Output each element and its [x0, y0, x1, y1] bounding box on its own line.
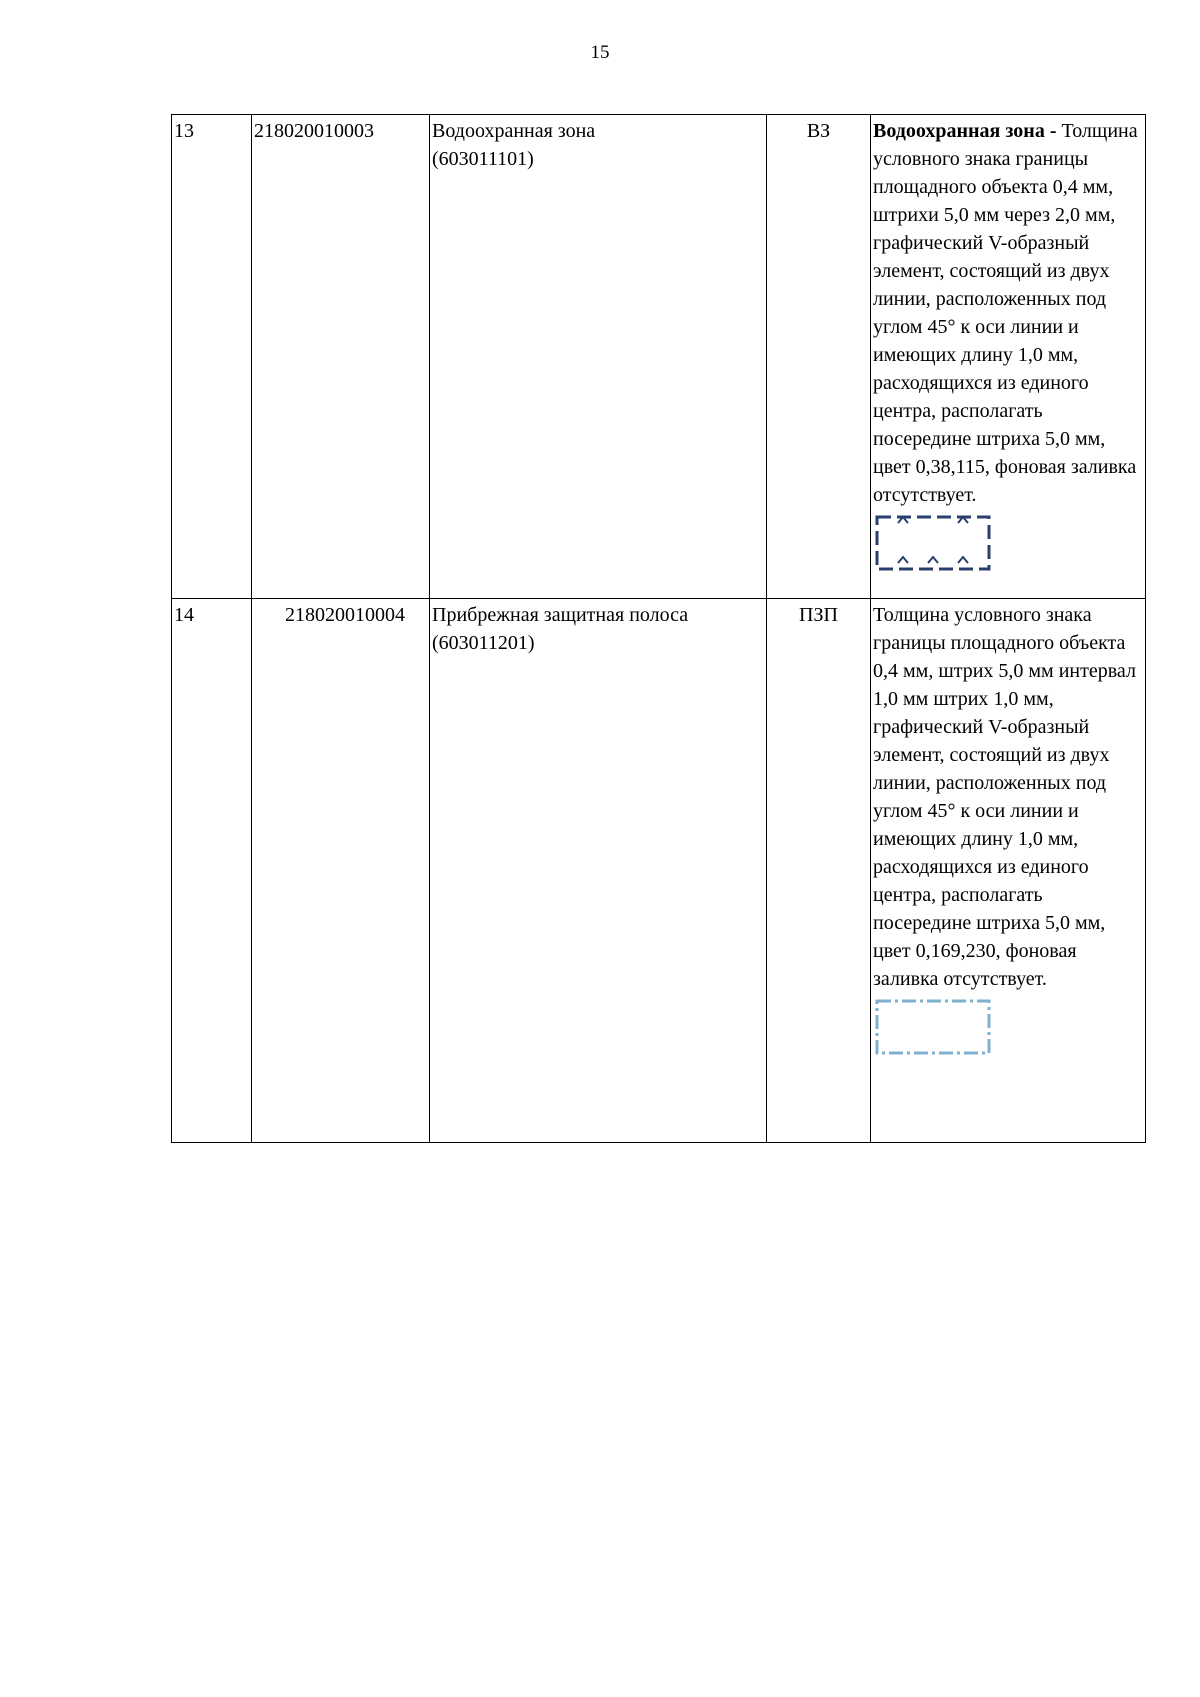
object-classifier-code: (603011101)	[432, 148, 534, 170]
description-title: Водоохранная зона -	[873, 120, 1057, 142]
object-code: 218020010004	[252, 599, 430, 1143]
description-text: Толщина условного знака границы площадного объекта 0,4 мм, штрих 5,0 мм интервал 1,0 мм штрих 1,0 мм, графический V-образный элемент, состоящий из двух линии, расположенных под углом 45° к оси линии и имеющих длину 1,0 мм, расходящихся из единого центра, располагать посередине штриха 5,0 мм, цвет 0,169,230, фоновая заливка отсутствует.	[873, 604, 1136, 990]
symbol-description	[871, 599, 1146, 1143]
object-abbreviation: ПЗП	[767, 599, 871, 1143]
table-row	[172, 599, 1146, 1143]
row-number: 13	[172, 115, 252, 599]
object-name	[430, 599, 767, 1143]
table-row	[172, 115, 1146, 599]
description-text: Толщина условного знака границы площадного объекта 0,4 мм, штрихи 5,0 мм через 2,0 мм, графический V-образный элемент, состоящий из двух линии, расположенных под углом 45° к оси линии и имеющих длину 1,0 мм, расходящихся из единого центра, располагать посередине штриха 5,0 мм, цвет 0,38,115, фоновая заливка отсутствует.	[873, 120, 1138, 506]
symbols-table	[171, 114, 1146, 1143]
object-name-line: Водоохранная зона	[432, 120, 596, 142]
object-abbreviation: ВЗ	[767, 115, 871, 599]
object-name	[430, 115, 767, 599]
page-number: 15	[590, 42, 610, 63]
symbol-description	[871, 115, 1146, 599]
row-number: 14	[172, 599, 252, 1143]
water-protection-zone-symbol-icon	[873, 513, 993, 573]
object-code: 218020010003	[252, 115, 430, 599]
object-classifier-code: (603011201)	[432, 632, 535, 654]
coastal-protection-strip-symbol-icon	[873, 997, 993, 1057]
object-name-line: Прибрежная защитная полоса	[432, 604, 689, 626]
